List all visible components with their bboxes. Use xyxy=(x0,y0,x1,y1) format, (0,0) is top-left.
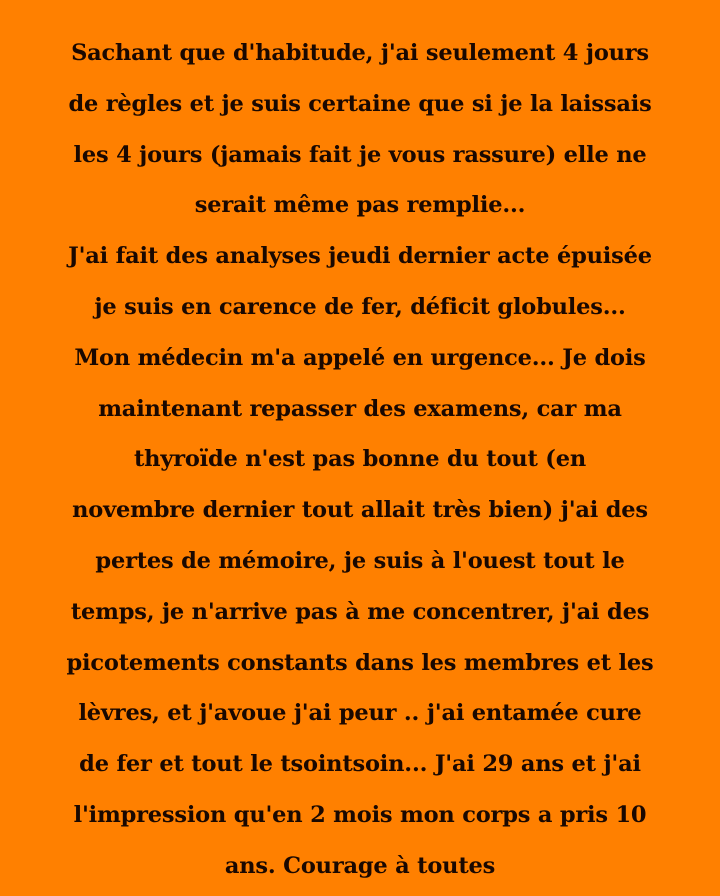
post-text-line: picotements constants dans les membres et les xyxy=(66,649,654,676)
post-text-line: l'impression qu'en 2 mois mon corps a pris 10 xyxy=(73,801,647,828)
post-text-line: de fer et tout le tsointsoin... J'ai 29 ans et j'ai xyxy=(79,751,641,778)
post-text-line: J'ai fait des analyses jeudi dernier acte épuisée xyxy=(68,243,652,270)
post-text-line: thyroïde n'est pas bonne du tout (en xyxy=(133,446,587,473)
post-text xyxy=(0,28,720,892)
post-text-line: maintenant repasser des examens, car ma xyxy=(98,395,622,422)
post-text-line: Sachant que d'habitude, j'ai seulement 4 jours xyxy=(71,40,649,66)
post-text-line: les 4 jours (jamais fait je vous rassure) elle ne xyxy=(73,141,647,168)
post-text-line: temps, je n'arrive pas à me concentrer, j'ai des xyxy=(70,598,650,625)
post-text-line: de règles et je suis certaine que si je la laissais xyxy=(68,90,652,117)
post-text-line: lèvres, et j'avoue j'ai peur .. j'ai entamée cure xyxy=(78,700,642,727)
post-text-line: serait même pas remplie... xyxy=(194,192,526,219)
post-text-line: Mon médecin m'a appelé en urgence... Je dois xyxy=(74,344,646,371)
post-text-line: novembre dernier tout allait très bien) j'ai des xyxy=(72,497,648,524)
post-text-line: ans. Courage à toutes xyxy=(224,852,496,879)
post-text-line: pertes de mémoire, je suis à l'ouest tout le xyxy=(95,547,625,574)
post-text-line: je suis en carence de fer, déficit globules... xyxy=(94,293,626,320)
